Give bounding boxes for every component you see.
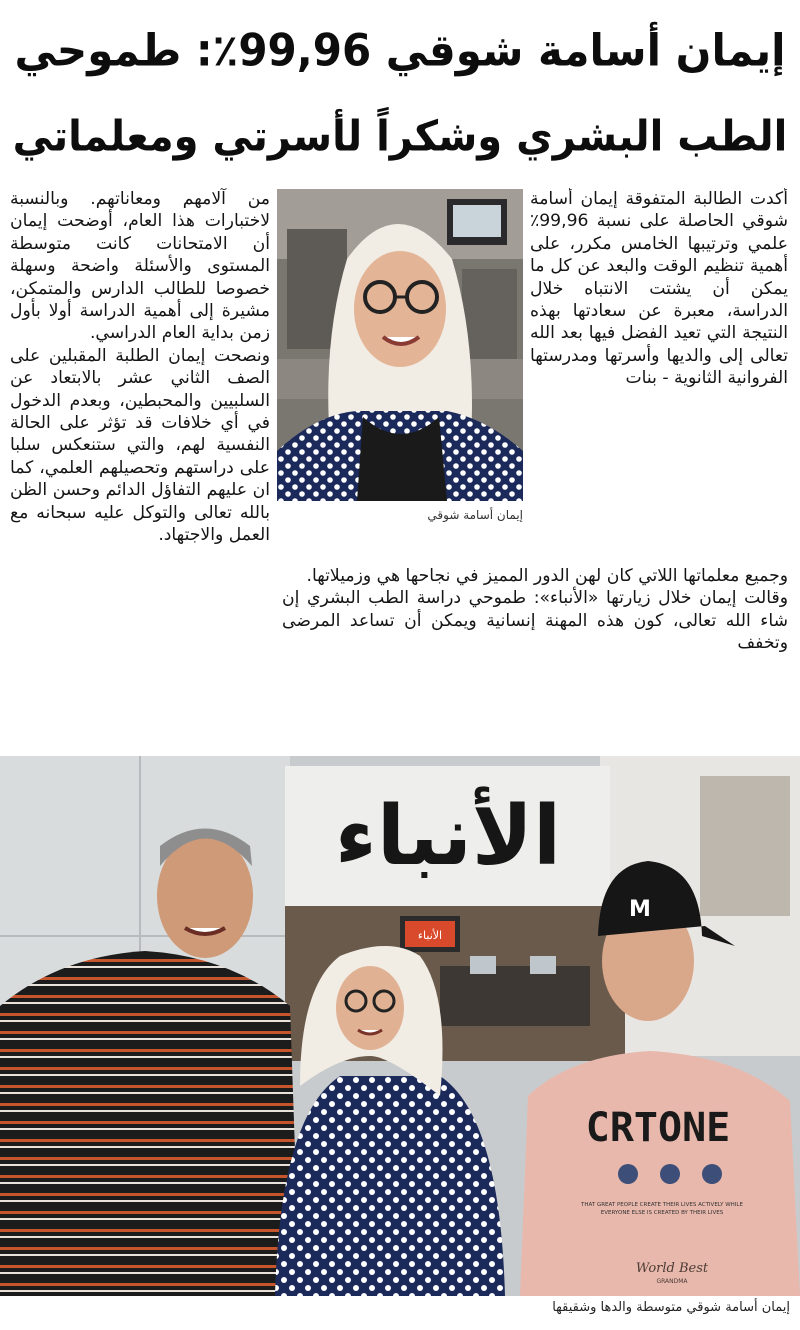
portrait-caption: إيمان أسامة شوقي (427, 508, 523, 522)
paragraph: وقالت إيمان خلال زيارتها «الأنباء»: طموحي دراسة الطب البشري إن شاء الله تعالى، كون هذه المهنة إنسانية ويمكن أن تساعد المرضى وتخفف (282, 588, 788, 654)
shirt-text: CRTONE (585, 1105, 731, 1151)
article-column-bottom (282, 565, 788, 728)
headline-line-2: الطب البشري وشكراً لأسرتي ومعلماتي (12, 112, 788, 162)
article-column-right (530, 188, 788, 564)
portrait-illustration (277, 189, 523, 501)
wall-logo-text: الأنباء (334, 789, 562, 884)
group-photo (0, 756, 800, 1296)
shirt-logo: World Best (635, 1261, 709, 1276)
group-illustration (0, 756, 800, 1296)
cap-letter: M (629, 897, 651, 922)
shirt-sub: GRANDMA (656, 1278, 688, 1285)
group-caption: إيمان أسامة شوقي متوسطة والدها وشقيقها (552, 1300, 790, 1315)
shirt-fine-print-1: THAT GREAT PEOPLE CREATE THEIR LIVES ACTIVELY WHILE (581, 1202, 743, 1208)
portrait-photo (277, 189, 523, 501)
paragraph: من آلامهم ومعاناتهم. وبالنسبة لاختبارات هذا العام، أوضحت إيمان أن الامتحانات كانت متوسطة المستوى والأسئلة واضحة وسهلة خصوصا للطالب الدارس والمتمكن، مشيرة إلى أهمية الدراسة أولا بأول زمن بداية العام الدراسي. (10, 189, 270, 344)
paragraph: ونصحت إيمان الطلبة المقبلين على الصف الثاني عشر بالابتعاد عن السلبيين والمحبطين، وبعدم الدخول في أي خلافات قد تؤثر على الحالة النفسية لهم، والتي ستنعكس سلبا على دراستهم وتحصيلهم العلمي، كما ان عليهم التفاؤل الدائم وحسن الظن بالله تعالى والتوكل عليه سبحانه مع العمل والاجتهاد. (10, 345, 270, 546)
article-column-left (10, 188, 270, 728)
paragraph: أكدت الطالبة المتفوقة إيمان أسامة شوقي الحاصلة على نسبة 99,96٪ علمي وترتيبها الخامس مكرر، على أهمية تنظيم الوقت والبعد عن كل ما يمكن أن يشتت الانتباه خلال الدراسة، معبرة عن سعادتها بهذه النتيجة التي تعيد الفضل فيها بعد الله تعالى إلى والديها وأسرتها ومدرستها الفروانية الثانوية - بنات (530, 189, 788, 389)
shirt-fine-print-2: EVERYONE ELSE IS CREATED BY THEIR LIVES (600, 1210, 724, 1216)
screen-label: الأنباء (417, 929, 443, 942)
headline-line-1: إيمان أسامة شوقي 99,96٪: طموحي (14, 24, 786, 77)
paragraph: وجميع معلماتها اللاتي كان لهن الدور المميز في نجاحها هي وزميلاتها. (306, 566, 788, 586)
headline (12, 8, 788, 186)
